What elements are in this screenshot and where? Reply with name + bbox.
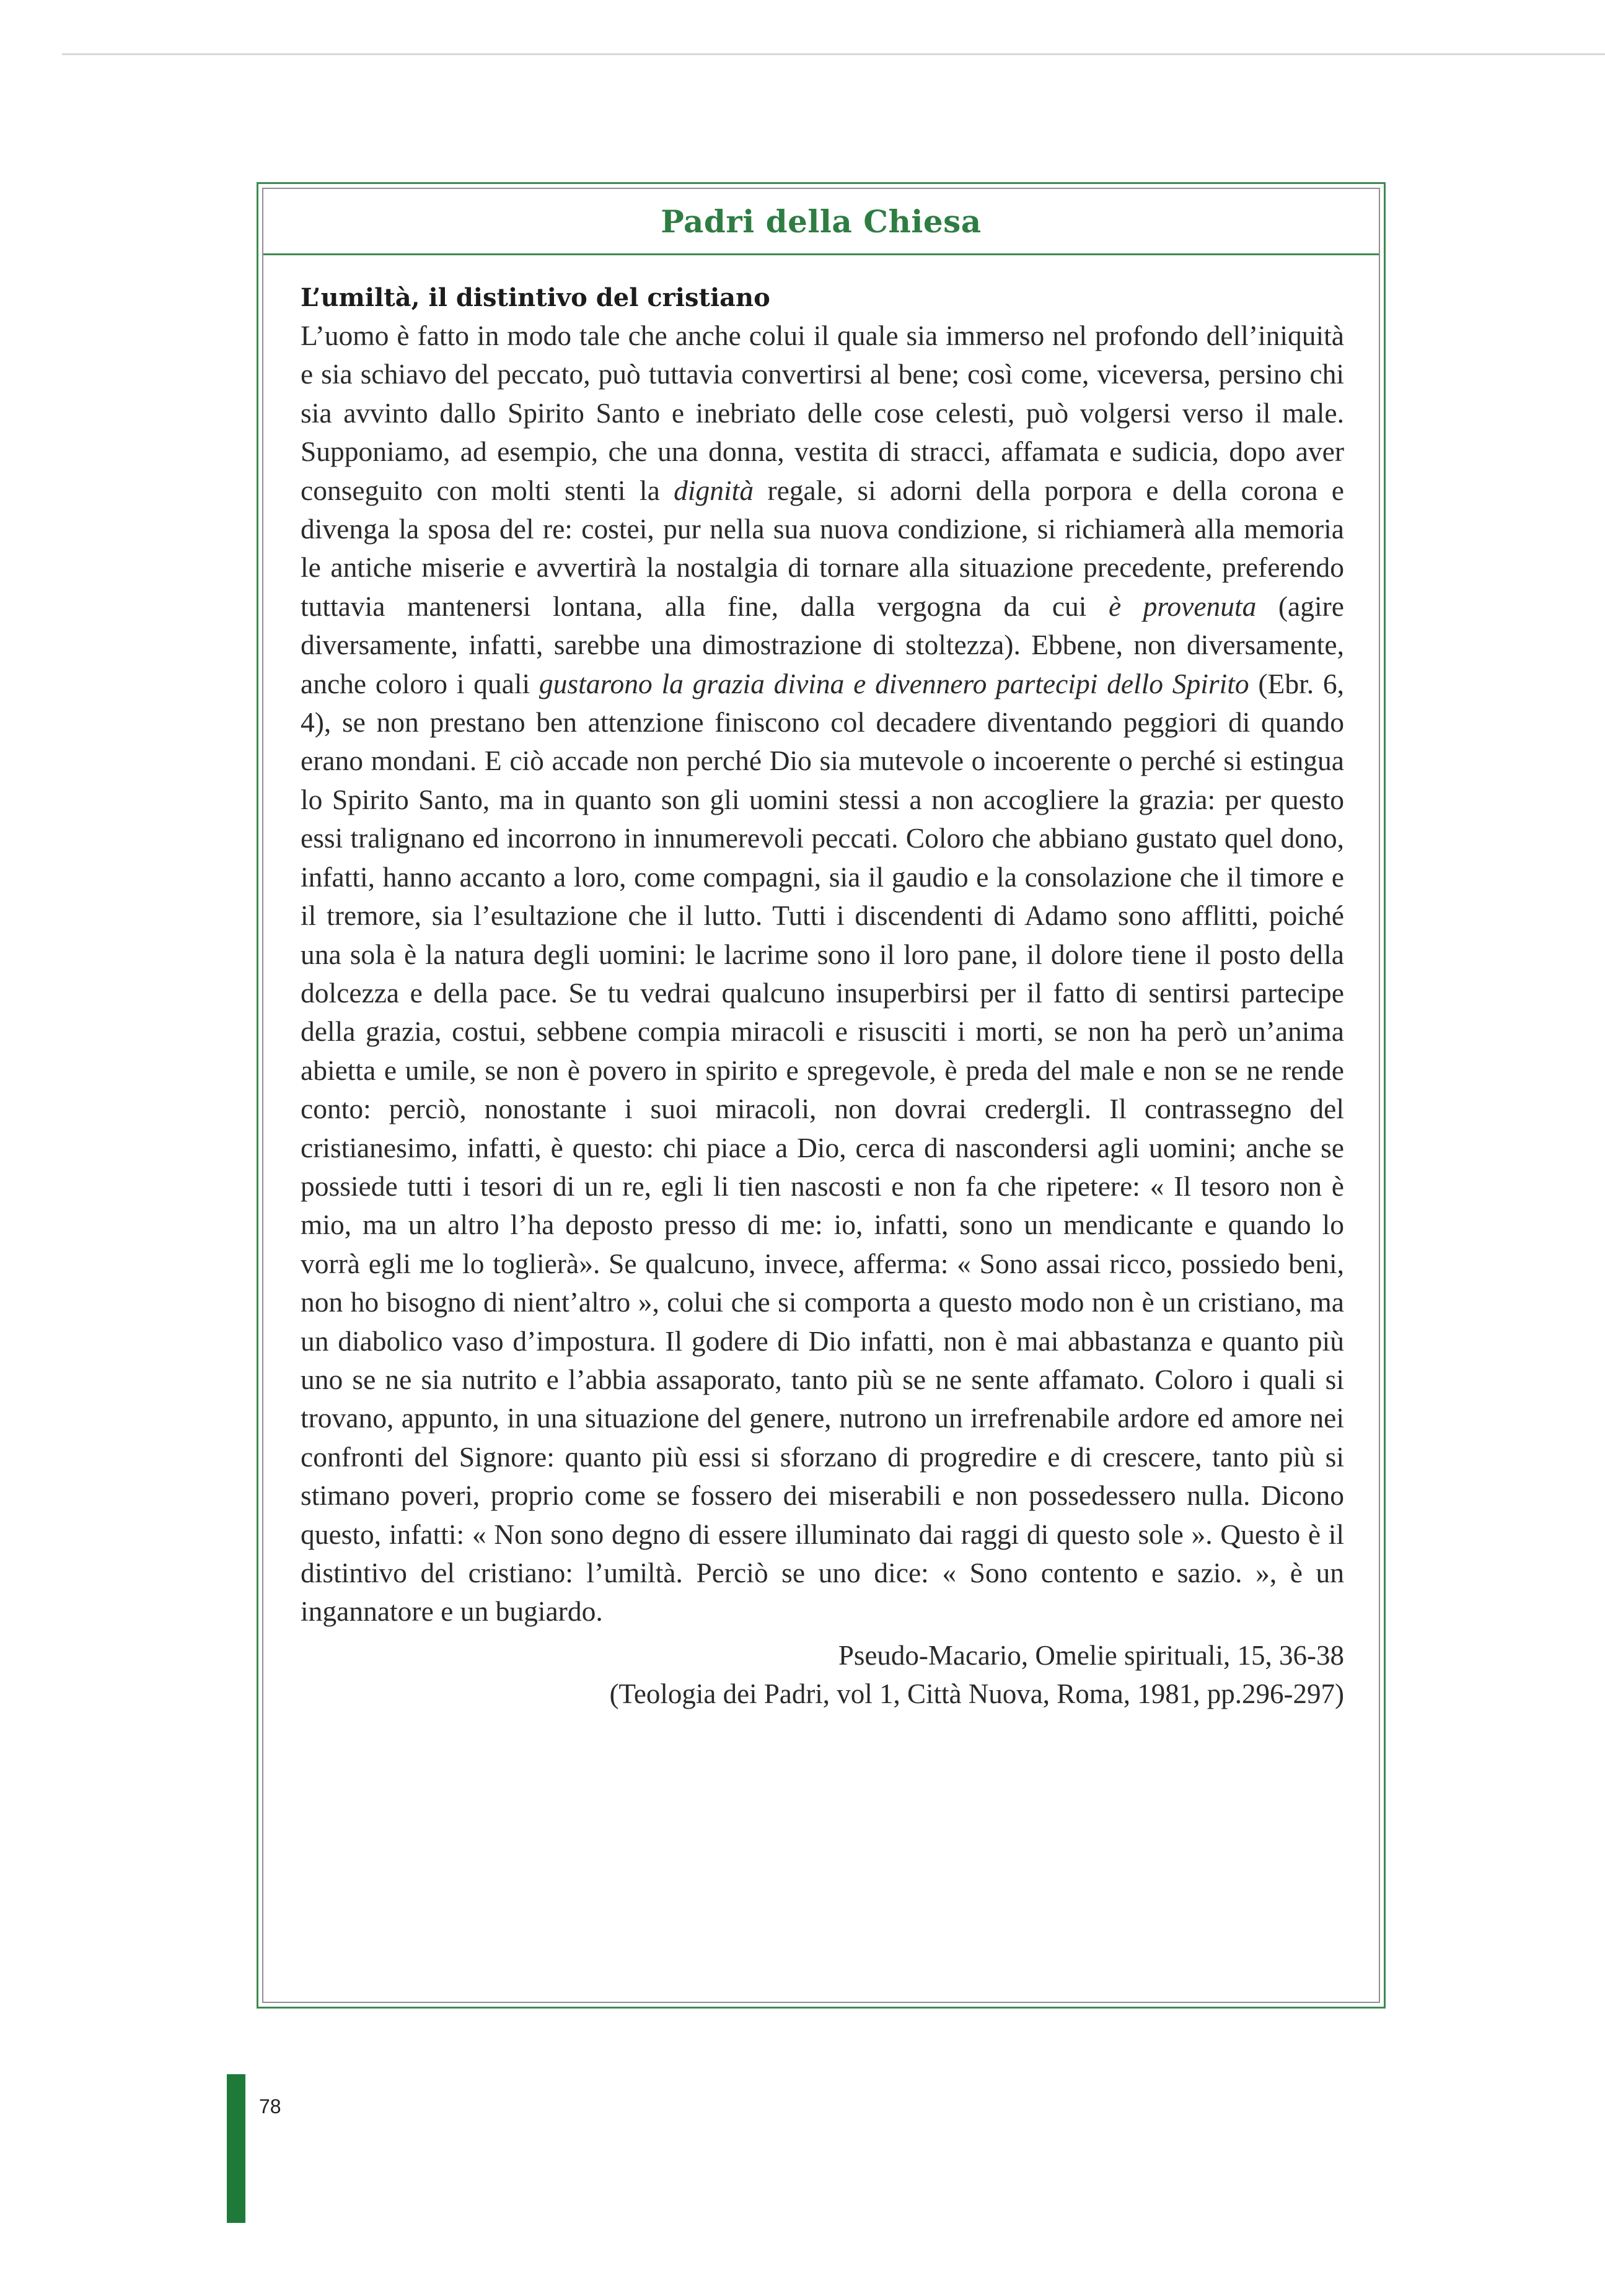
body-part-3: (agire diversamente, infatti, sarebbe una dimostrazione di stoltezza). Ebbene, non diversamente, anche coloro i quali [301,590,1344,699]
source-line-2: (Teologia dei Padri, vol 1, Città Nuova, Roma, 1981, pp.296-297) [609,1678,1344,1709]
body-italic-2: è provenuta [1108,590,1257,622]
body-part-1: L’uomo è fatto in modo tale che anche colui il quale sia immerso nel profondo dell’iniquità e sia schiavo del peccato, può tuttavia convertirsi al bene; così come, viceversa, persino chi sia avvinto dallo Spirito Santo e inebriato delle cose celesti, può volgersi verso il male. Supponiamo, ad esempio, che una donna, vestita di stracci, affamata e sudicia, dopo aver conseguito con molti stenti la [301,320,1344,506]
source-line-1: Pseudo-Macario, Omelie spirituali, 15, 36-38 [838,1639,1344,1671]
page-marker-bar [227,2074,245,2223]
page-edge-line [62,53,1605,55]
body-part-4: (Ebr. 6, 4), se non prestano ben attenzione finiscono col decadere diventando peggiori di quando erano mondani. E ciò accade non perché Dio sia mutevole o incoerente o perché si estingua lo Spirito Santo, ma in quanto son gli uomini stessi a non accogliere la grazia: per questo essi tralignano ed incorrono in innumerevoli peccati. Coloro che abbiano gustato quel dono, infatti, hanno accanto a loro, come compagni, sia il gaudio e la consolazione che il timore e il tremore, sia l’esultazione che il lutto. Tutti i discendenti di Adamo sono afflitti, poiché una sola è la natura degli uomini: le lacrime sono il loro pane, il dolore tiene il posto della dolcezza e della pace. Se tu vedrai qualcuno insuperbirsi per il fatto di sentirsi partecipe della grazia, costui, sebbene compia miracoli e risusciti i morti, se non ha però un’anima abietta e umile, se non è povero in spirito e spregevole, è preda del male e non se ne rende conto: perciò, nonostante i suoi miracoli, non dovrai credergli. Il contrassegno del cristianesimo, infatti, è questo: chi piace a Dio, cerca di nascondersi agli uomini; anche se possiede tutti i tesori di un re, egli li tien nascosti e non fa che ripetere: « Il tesoro non è mio, ma un altro l’ha deposto presso di me: io, infatti, sono un mendicante e quando lo vorrà egli me lo toglierà». Se qualcuno, invece, afferma: « Sono assai ricco, possiedo beni, non ho bisogno di nient’altro », colui che si comporta a questo modo non è un cristiano, ma un diabolico vaso d’impostura. Il godere di Dio infatti, non è mai abbastanza e quanto più uno se ne sia nutrito e l’abbia assaporato, tanto più se ne sente affamato. Coloro i quali si trovano, appunto, in una situazione del genere, nutrono un irrefrenabile ardore ed amore nei confronti del Signore: quanto più essi si sforzano di progredire e di crescere, tanto più si stimano poveri, proprio come se fossero dei miserabili e non possedessero nulla. Dicono questo, infatti: « Non sono degno di essere illuminato dai raggi di questo sole ». Questo è il distintivo del cristiano: l’umiltà. Perciò se uno dice: « Sono contento e sazio. », è un ingannatore e un bugiardo. [301,667,1344,1628]
padri-della-chiesa-box [257,182,1386,2009]
body-italic-3: gustarono la grazia divina e divennero partecipi dello Spirito [539,667,1249,699]
body-part-2: regale, si adorni della porpora e della corona e divenga la sposa del re: costei, pur nella sua nuova condizione, si richiamerà alla memoria le antiche miserie e avvertirà la nostalgia di tornare alla situazione precedente, preferendo tuttavia mantenersi lontana, alla fine, dalla vergogna da cui [301,474,1344,622]
article-subtitle: L’umiltà, il distintivo del cristiano [301,283,770,312]
box-inner-frame [262,188,1380,2003]
article-body [301,317,1344,1631]
source-citation [301,1636,1344,1713]
title-bar [263,189,1379,255]
box-content [301,279,1344,1713]
box-title: Padri della Chiesa [661,203,982,240]
page-number: 78 [259,2095,281,2118]
body-italic-1: dignità [674,474,754,506]
